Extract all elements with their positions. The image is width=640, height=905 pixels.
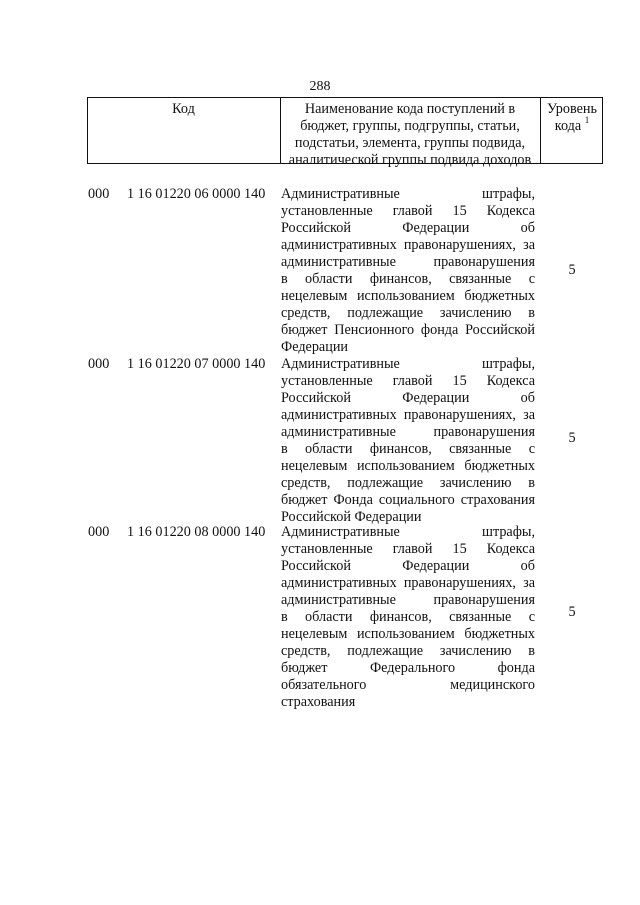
- footnote-marker: 1: [584, 115, 590, 126]
- header-name-line: аналитической группы подвида доходов: [288, 152, 532, 168]
- description-line: Российской Федерации: [281, 509, 422, 525]
- description-line: нецелевым использованием бюджетных: [281, 626, 535, 642]
- description-line: Административные штрафы,: [281, 524, 535, 540]
- description-line: бюджет Фонда социального страхования: [281, 492, 535, 508]
- description-line: в области финансов, связанные с: [281, 441, 535, 457]
- code-level: 5: [568, 262, 576, 278]
- admin-code: 000: [88, 524, 110, 540]
- income-code: 1 16 01220 08 0000 140: [127, 524, 266, 540]
- header-name-label: [281, 101, 539, 169]
- header-level-line: Уровень: [547, 101, 597, 117]
- description-line: Российской Федерации об: [281, 558, 535, 574]
- description-line: Административные штрафы,: [281, 356, 535, 372]
- description-line: средств, подлежащие зачислению в: [281, 475, 535, 491]
- description-line: Федерации: [281, 339, 349, 355]
- description-line: Российской Федерации об: [281, 390, 535, 406]
- description-line: средств, подлежащие зачислению в: [281, 643, 535, 659]
- income-description: [281, 186, 535, 356]
- description-line: административных правонарушениях, за: [281, 575, 535, 591]
- description-line: обязательного медицинского: [281, 677, 535, 693]
- admin-code: 000: [88, 186, 110, 202]
- description-line: нецелевым использованием бюджетных: [281, 288, 535, 304]
- header-level-line: кода $^1$: [554, 115, 590, 134]
- description-line: административные правонарушения: [281, 254, 535, 270]
- description-line: установленные главой 15 Кодекса: [281, 541, 535, 557]
- description-line: установленные главой 15 Кодекса: [281, 373, 535, 389]
- income-description: [281, 356, 535, 526]
- table-header: [87, 97, 603, 168]
- header-code-label: Код: [172, 101, 195, 117]
- code-level: 5: [568, 430, 576, 446]
- description-line: нецелевым использованием бюджетных: [281, 458, 535, 474]
- description-line: административных правонарушениях, за: [281, 407, 535, 423]
- description-line: Административные штрафы,: [281, 186, 535, 202]
- income-code: 1 16 01220 06 0000 140: [127, 186, 266, 202]
- income-description: [281, 524, 535, 711]
- description-line: административные правонарушения: [281, 592, 535, 608]
- page-number: 288: [309, 79, 331, 94]
- description-line: бюджет Федерального фонда: [281, 660, 535, 676]
- income-code: 1 16 01220 07 0000 140: [127, 356, 266, 372]
- description-line: бюджет Пенсионного фонда Российской: [281, 322, 535, 338]
- description-line: страхования: [281, 694, 356, 710]
- description-line: Российской Федерации об: [281, 220, 535, 236]
- description-line: средств, подлежащие зачислению в: [281, 305, 535, 321]
- header-name-line: Наименование кода поступлений в: [304, 101, 516, 117]
- header-name-line: подстатьи, элемента, группы подвида,: [294, 135, 526, 151]
- header-level-label: [541, 101, 603, 135]
- description-line: в области финансов, связанные с: [281, 609, 535, 625]
- description-line: в области финансов, связанные с: [281, 271, 535, 287]
- code-level: 5: [568, 604, 576, 620]
- description-line: установленные главой 15 Кодекса: [281, 203, 535, 219]
- description-line: административных правонарушениях, за: [281, 237, 535, 253]
- header-name-line: бюджет, группы, подгруппы, статьи,: [300, 118, 520, 134]
- admin-code: 000: [88, 356, 110, 372]
- description-line: административные правонарушения: [281, 424, 535, 440]
